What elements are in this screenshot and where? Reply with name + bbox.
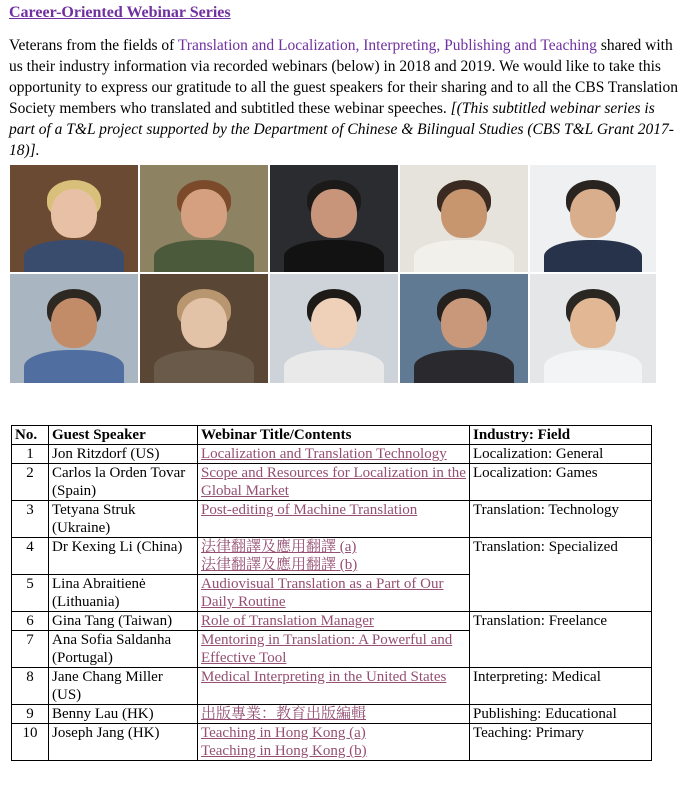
table-row	[12, 705, 652, 724]
row-number: 8	[12, 668, 49, 705]
table-row	[12, 612, 652, 631]
speaker-photo-8	[270, 274, 398, 383]
row-number: 3	[12, 501, 49, 538]
speaker-photo-9	[400, 274, 528, 383]
industry-field: Teaching: Primary	[470, 724, 652, 761]
webinar-link[interactable]: Role of Translation Manager	[201, 613, 374, 629]
row-number: 2	[12, 464, 49, 501]
speaker-photo-5	[530, 165, 656, 272]
photo-torso	[544, 350, 642, 383]
photo-face	[441, 189, 487, 238]
speaker-photo-3	[270, 165, 398, 272]
speaker-photo-2	[140, 165, 268, 272]
webinar-link[interactable]: 出版專業：教育出版編輯	[201, 706, 367, 722]
industry-field: Localization: Games	[470, 464, 652, 501]
webinar-link-b[interactable]: Teaching in Hong Kong (b)	[201, 743, 367, 759]
speaker-photo-7	[140, 274, 268, 383]
webinar-link-a[interactable]: Teaching in Hong Kong (a)	[201, 725, 366, 741]
row-number: 1	[12, 445, 49, 464]
speaker-name: Joseph Jang (HK)	[49, 724, 198, 761]
photo-torso	[154, 240, 254, 272]
photo-face	[570, 189, 615, 238]
row-number: 10	[12, 724, 49, 761]
webinar-link[interactable]: Scope and Resources for Localization in the Global Market	[201, 465, 466, 499]
webinar-link[interactable]: Localization and Translation Technology	[201, 446, 447, 462]
speaker-photo-4	[400, 165, 528, 272]
webinar-link-a[interactable]: 法律翻譯及應用翻譯 (a)	[201, 539, 357, 555]
speaker-name: Tetyana Struk (Ukraine)	[49, 501, 198, 538]
photo-torso	[24, 350, 124, 383]
photo-torso	[544, 240, 642, 272]
photo-torso	[414, 350, 514, 383]
speaker-photo-10	[530, 274, 656, 383]
speaker-name: Carlos la Orden Tovar (Spain)	[49, 464, 198, 501]
industry-field: Translation: Specialized	[470, 538, 652, 612]
photo-face	[311, 189, 357, 238]
speaker-photo-1	[10, 165, 138, 272]
speaker-name: Lina Abraitienė (Lithuania)	[49, 575, 198, 612]
webinar-link[interactable]: Mentoring in Translation: A Powerful and Effective Tool	[201, 632, 453, 666]
intro-fields-highlight: Translation and Localization, Interpreting, Publishing and Teaching	[177, 37, 597, 54]
speaker-photo-collage	[10, 165, 656, 383]
photo-torso	[284, 350, 384, 383]
intro-paragraph	[9, 35, 684, 161]
photo-face	[311, 298, 357, 348]
speaker-name: Gina Tang (Taiwan)	[49, 612, 198, 631]
row-number: 6	[12, 612, 49, 631]
row-number: 9	[12, 705, 49, 724]
photo-torso	[154, 350, 254, 383]
photo-torso	[414, 240, 514, 272]
speaker-name: Jane Chang Miller (US)	[49, 668, 198, 705]
photo-face	[570, 298, 615, 348]
speaker-name: Benny Lau (HK)	[49, 705, 198, 724]
page-title[interactable]: Career-Oriented Webinar Series	[9, 4, 231, 21]
table-row	[12, 501, 652, 538]
header-industry-field: Industry: Field	[470, 426, 652, 445]
photo-face	[181, 189, 227, 238]
header-webinar-title: Webinar Title/Contents	[198, 426, 470, 445]
webinar-link-b[interactable]: 法律翻譯及應用翻譯 (b)	[201, 557, 358, 573]
table-row	[12, 538, 652, 575]
table-row	[12, 668, 652, 705]
industry-field: Translation: Technology	[470, 501, 652, 538]
industry-field: Interpreting: Medical	[470, 668, 652, 705]
webinar-link[interactable]: Post-editing of Machine Translation	[201, 502, 418, 518]
intro-grant-note: [(This subtitled webinar series is part of a T&L project supported by the Department of Chinese & Bilingual Studies (CBS T&L Grant 2017-18)].	[9, 100, 674, 159]
row-number: 4	[12, 538, 49, 575]
industry-field: Localization: General	[470, 445, 652, 464]
intro-text-end: shared with us their industry information via recorded webinars (below) in 2018 and 2019. We would like to take this opportunity to express our gratitude to all the guest speakers for their sharing and to all the CBS Translation Society members who translated and subtitled these webinar speeches.	[9, 37, 678, 117]
speaker-name: Dr Kexing Li (China)	[49, 538, 198, 575]
photo-face	[181, 298, 227, 348]
speaker-name: Ana Sofia Saldanha (Portugal)	[49, 631, 198, 668]
header-no: No.	[12, 426, 49, 445]
photo-face	[51, 189, 97, 238]
webinar-table	[11, 425, 652, 761]
photo-face	[441, 298, 487, 348]
webinar-link[interactable]: Audiovisual Translation as a Part of Our Daily Routine	[201, 576, 444, 610]
table-header-row	[12, 426, 652, 445]
photo-face	[51, 298, 97, 348]
industry-field: Publishing: Educational	[470, 705, 652, 724]
photo-torso	[24, 240, 124, 272]
row-number: 5	[12, 575, 49, 612]
webinar-link[interactable]: Medical Interpreting in the United States	[201, 669, 447, 685]
table-row	[12, 464, 652, 501]
header-guest-speaker: Guest Speaker	[49, 426, 198, 445]
speaker-photo-6	[10, 274, 138, 383]
row-number: 7	[12, 631, 49, 668]
intro-text-start: Veterans from the fields of	[9, 37, 178, 54]
table-row	[12, 445, 652, 464]
table-row	[12, 724, 652, 761]
speaker-name: Jon Ritzdorf (US)	[49, 445, 198, 464]
photo-torso	[284, 240, 384, 272]
industry-field: Translation: Freelance	[470, 612, 652, 668]
